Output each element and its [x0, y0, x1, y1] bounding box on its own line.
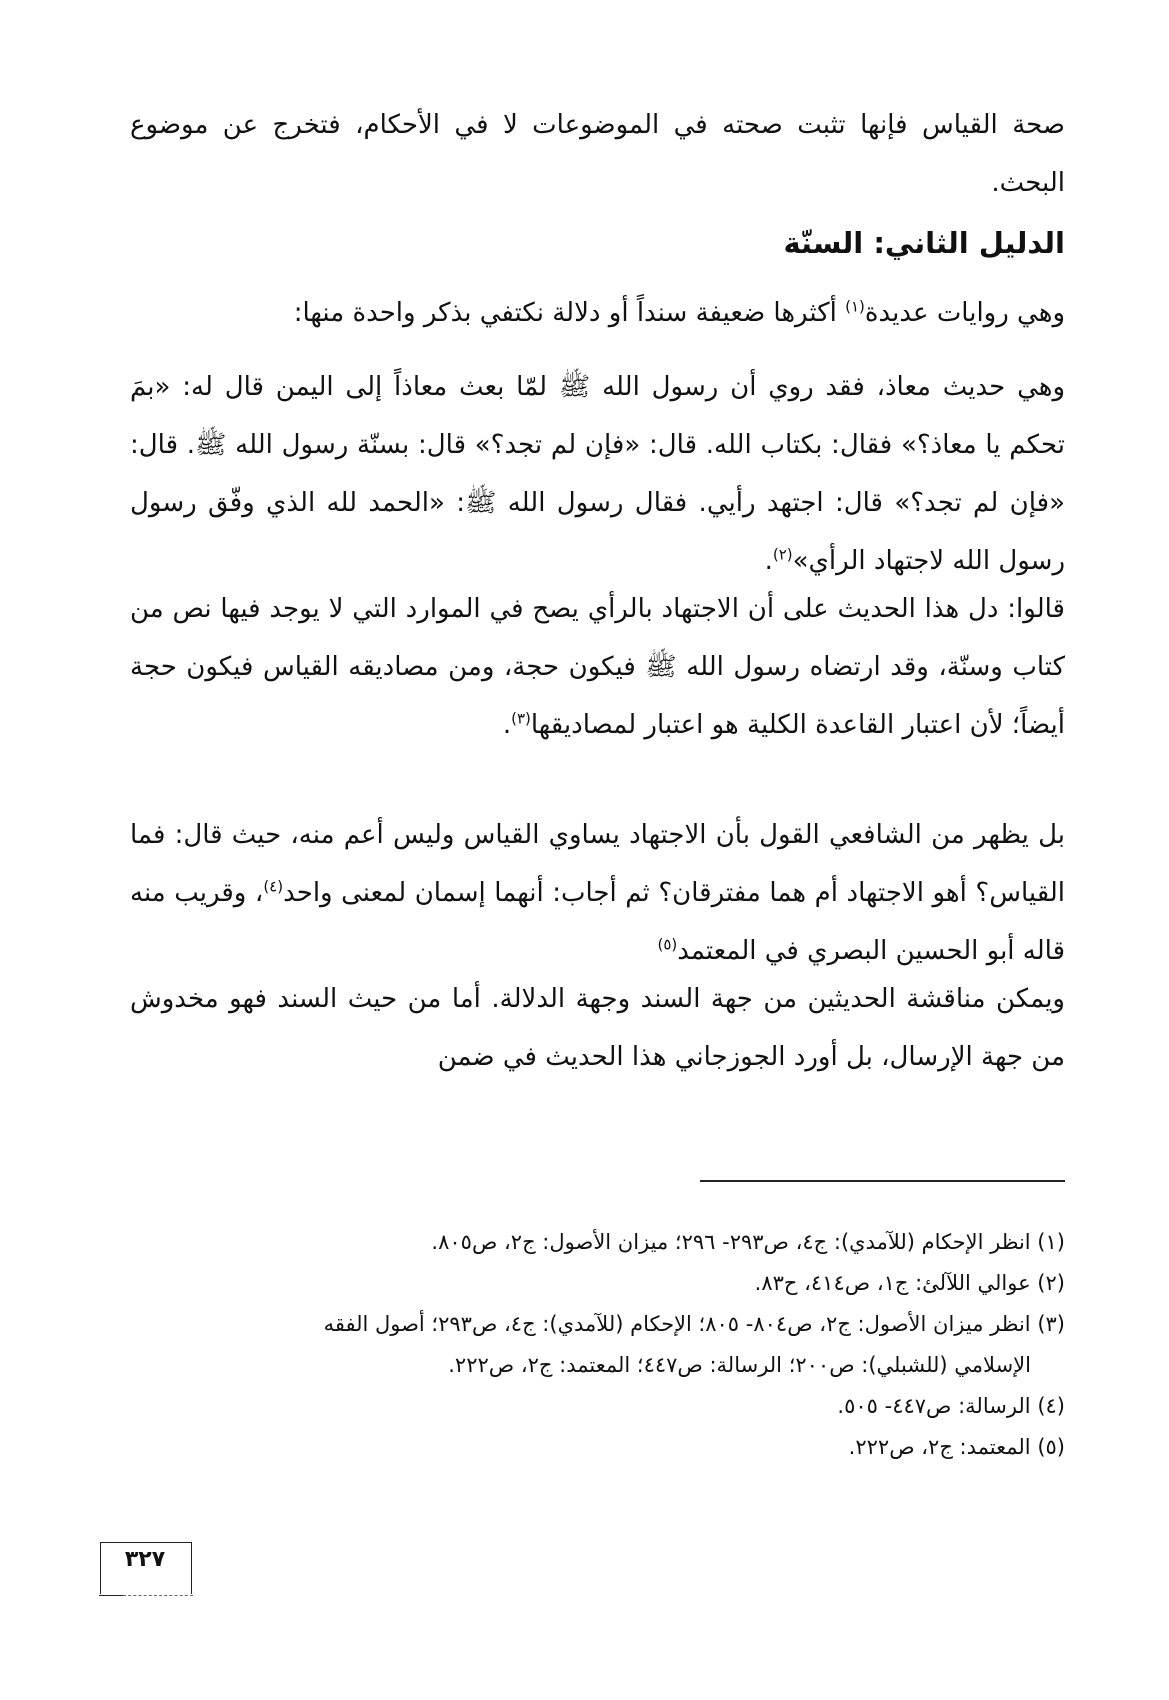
page-number-corner: [99, 1581, 125, 1596]
footnote-3-continued: الإسلامي (للشبلي): ص٢٠٠؛ الرسالة: ص٤٤٧؛ المعتمد: ج٢، ص٢٢٢.: [448, 1353, 1031, 1377]
footnote-ref-1[interactable]: (١): [845, 297, 865, 316]
section-heading: الدليل الثاني: السنّة: [783, 226, 1065, 260]
page-number: ٣٢٧: [124, 1547, 166, 1572]
paragraph-5: [130, 806, 1065, 980]
paragraph-2-rest: أكثرها ضعيفة سنداً أو دلالة نكتفي بذكر واحدة منها:: [293, 298, 846, 328]
footnote-3: (٣) انظر ميزان الأصول: ج٢، ص٨٠٤- ٨٠٥؛ الإحكام (للآمدي): ج٤، ص٢٩٣؛ أصول الفقه: [323, 1312, 1065, 1336]
footnote-ref-5[interactable]: (٥): [657, 935, 678, 954]
paragraph-1-text: صحة القياس فإنها تثبت صحته في الموضوعات لا في الأحكام، فتخرج عن موضوع البحث.: [130, 110, 1065, 198]
paragraph-6: [130, 970, 1065, 1086]
footnote-2: (٢) عوالي اللآلئ: ج١، ص٤١٤، ح٨٣.: [754, 1271, 1065, 1295]
paragraph-3-end: .: [764, 546, 773, 576]
footnotes: [130, 1222, 1065, 1468]
page: [130, 0, 1065, 1700]
paragraph-5-text: بل يظهر من الشافعي القول بأن الاجتهاد يساوي القياس وليس أعم منه، حيث قال: فما القياس؟ أهو الاجتهاد أم هما مفترقان؟ ثم أجاب: أنهما إسمان لمعنى واحد: [130, 820, 1066, 908]
paragraph-4-end: .: [502, 710, 512, 740]
page-number-dash: [123, 1595, 193, 1596]
footnote-ref-2[interactable]: (٢): [772, 545, 793, 564]
footnote-4: (٤) الرسالة: ص٤٤٧- ٥٠٥.: [837, 1394, 1065, 1418]
paragraph-4: [130, 580, 1065, 754]
paragraph-2: [130, 284, 1065, 342]
paragraph-1: [130, 96, 1065, 212]
footnote-5: (٥) المعتمد: ج٢، ص٢٢٢.: [848, 1435, 1065, 1459]
footnote-1: (١) انظر الإحكام (للآمدي): ج٤، ص٢٩٣- ٢٩٦؛ ميزان الأصول: ج٢، ص٨٠٥.: [431, 1230, 1065, 1254]
paragraph-4-text: قالوا: دل هذا الحديث على أن الاجتهاد بالرأي يصح في الموارد التي لا يوجد فيها نص من كتاب وسنّة، وقد ارتضاه رسول الله ﷺ فيكون حجة، ومن مصاديقه القياس فيكون حجة أيضاً؛ لأن اعتبار القاعدة الكلية هو اعتبار لمصاديقها: [130, 594, 1065, 740]
footnote-ref-3[interactable]: (٣): [511, 709, 531, 728]
paragraph-5-mid: ، وقريب منه قاله أبو الحسين البصري في المعتمد: [130, 878, 1065, 966]
paragraph-3-text: وهي حديث معاذ، فقد روي أن رسول الله ﷺ لمّا بعث معاذاً إلى اليمن قال له: «بمَ تحكم يا معاذ؟» فقال: بكتاب الله. قال: «فإن لم تجد؟» قال: بسنّة رسول الله ﷺ. قال: «فإن لم تجد؟» قال: اجتهد رأيي. فقال رسول الله ﷺ: «الحمد لله الذي وفّق رسول رسول الله لاجتهاد الرأي»: [130, 372, 1065, 576]
footnote-separator: [700, 1180, 1065, 1182]
footnote-ref-4[interactable]: (٤): [263, 877, 284, 896]
page-number-box: [100, 1542, 192, 1594]
paragraph-3: [130, 358, 1065, 590]
paragraph-2-text: وهي روايات عديدة: [864, 298, 1065, 328]
paragraph-6-text: ويمكن مناقشة الحديثين من جهة السند وجهة الدلالة. أما من حيث السند فهو مخدوش من جهة الإرسال، بل أورد الجوزجاني هذا الحديث في ضمن: [130, 984, 1065, 1072]
